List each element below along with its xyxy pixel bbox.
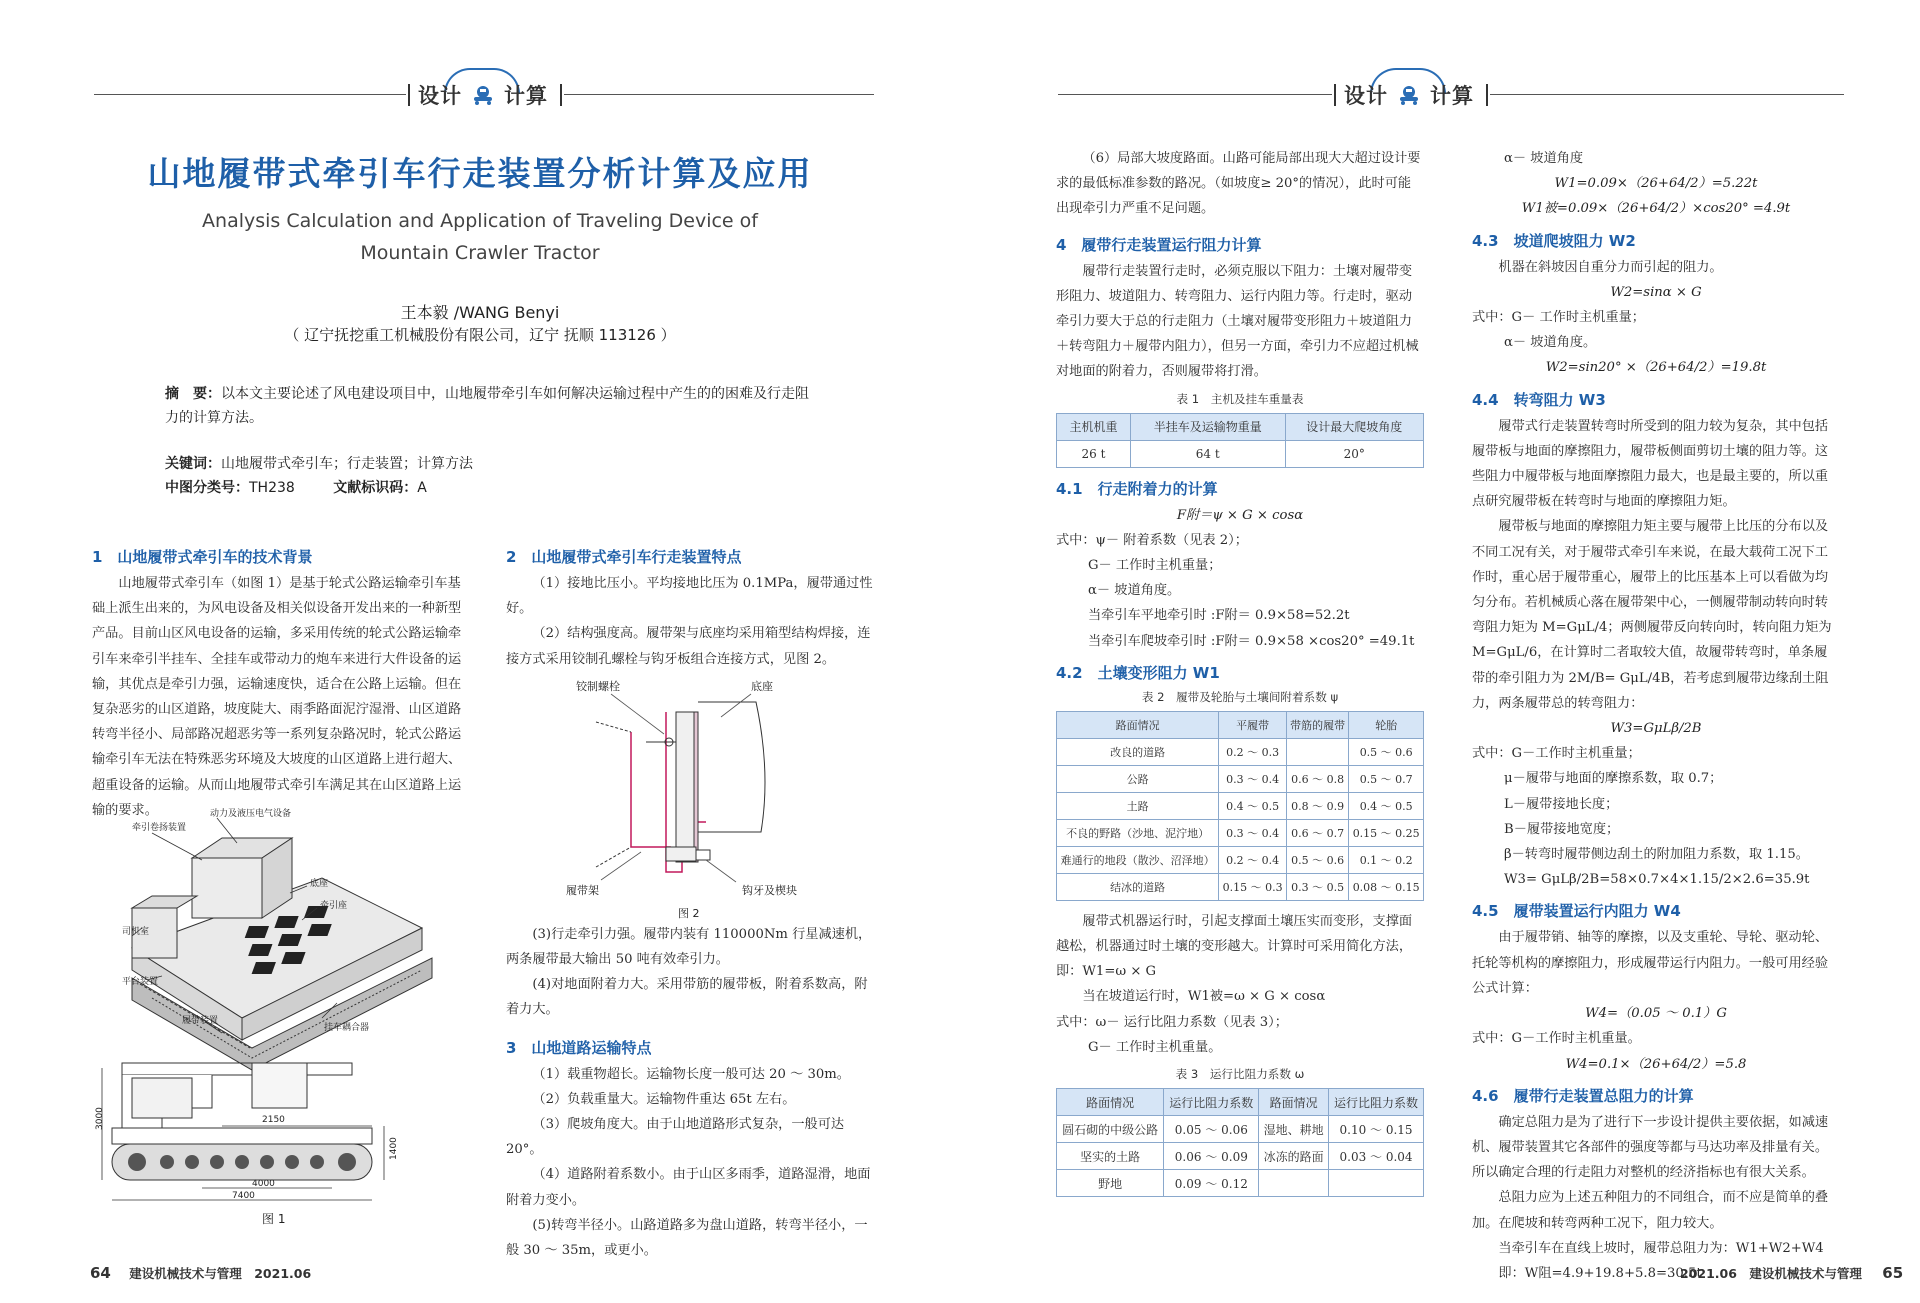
- page-number: 64: [90, 1264, 111, 1282]
- section-4-6-heading: 4.6 履带行走装置总阻力的计算: [1472, 1086, 1694, 1105]
- col3-line: 当牵引车爬坡牵引时 :F附＝ 0.9×58 ×cos20° =49.1t: [1088, 633, 1415, 649]
- header-tag-design: 设计: [418, 84, 462, 108]
- abstract-text: 以本文主要论述了风电建设项目中，山地履带牵引车如何解决运输过程中产生的的困难及行走阻力的计算方法。: [165, 386, 809, 426]
- col4-line: 即：W阻=4.9+19.8+5.8=30.5t: [1498, 1265, 1702, 1281]
- formula-w3: W3=GμLβ/2B: [1610, 721, 1702, 737]
- table-cell: 0.15 ～ 0.25: [1349, 819, 1424, 846]
- col4-para: 履带式行走装置转弯时所受到的阻力较为复杂，其中包括履带板与地面的摩擦阻力，履带板侧面剪切土壤的阻力等。这些阻力中履带板与地面摩擦阻力最大，也是最主要的，所以重点研究履带板在转弯时与地面的摩擦阻力矩。: [1472, 418, 1829, 510]
- header-bar: [560, 84, 562, 106]
- page-header-right: [960, 80, 1920, 110]
- fig2-caption: 图 2: [678, 906, 700, 920]
- header-tag-calc: 计算: [1430, 84, 1474, 108]
- table-header-cell: 运行比阻力系数: [1164, 1089, 1259, 1116]
- table-cell: 结冰的道路: [1057, 873, 1219, 900]
- table-cell: 土路: [1057, 792, 1219, 819]
- fig1-label: 平台装置: [122, 977, 159, 987]
- table-cell: 野地: [1057, 1170, 1164, 1197]
- column-2: [506, 538, 876, 1263]
- table-header-cell: 平履带: [1219, 711, 1287, 738]
- formula-w4-calc: W4=0.1×（26+64/2）=5.8: [1565, 1056, 1747, 1072]
- col4-para: 履带板与地面的摩擦阻力矩主要与履带上比压的分布以及不同工况有关，对于履带式牵引车来说，在最大载荷工况下工作时，重心居于履带重心，履带上的比压基本上可以看做为均匀分布。若机械质心落在履带架中心，一侧履带制动转向时转弯阻力矩为 M=GμL/4；两侧履带反向转向时，转向阻力矩为 M=GμL/6，在计算时二者取较大值，故履带转弯时，单条履带的牵引阻力为 2M/B= GμL/4B，若考虑到履带边缘刮土阻力，两条履带总的转弯阻力：: [1472, 519, 1832, 711]
- table-row: [1057, 1170, 1424, 1197]
- column-3: [1056, 146, 1424, 1197]
- table-cell: 0.1 ～ 0.2: [1349, 846, 1424, 873]
- table-header-row: [1057, 711, 1424, 738]
- table-cell: 0.6 ～ 0.7: [1286, 819, 1349, 846]
- section-3-p3: （3）爬坡角度大。由于山地道路形式复杂，一般可达 20°。: [506, 1117, 845, 1158]
- fig1-label: 底座: [310, 879, 329, 889]
- table-cell: 0.3 ～ 0.4: [1219, 819, 1287, 846]
- article-title: 山地履带式牵引车行走装置分析计算及应用: [147, 154, 813, 193]
- class-label: 中图分类号：: [165, 480, 249, 496]
- col4-para: 确定总阻力是为了进行下一步设计提供主要依据，如减速机、履带装置其它各部件的强度等都与马达功率及排量有关。所以确定合理的行走阻力对整机的经济指标也有很大关系。: [1472, 1114, 1829, 1181]
- col4-line: 式中：G－工作时主机重量。: [1472, 1031, 1641, 1047]
- table-1: [1056, 413, 1424, 468]
- header-bar: [1486, 84, 1488, 106]
- col4-line: β－转弯时履带侧边刮土的附加阻力系数，取 1.15。: [1504, 847, 1809, 863]
- section-3-p5: (5)转弯半径小。山路道路多为盘山道路，转弯半径小，一般 30 ～ 35m，或更小。: [506, 1217, 868, 1259]
- fig1-label: 牵引座: [320, 901, 348, 911]
- article-title-en-1: Analysis Calculation and Application of Traveling Device of: [202, 210, 758, 232]
- table-cell: 0.08 ～ 0.15: [1349, 873, 1424, 900]
- header-rule: [94, 94, 406, 95]
- table-cell: 0.5 ～ 0.7: [1349, 765, 1424, 792]
- col3-line: 当牵引车平地牵引时 :F附＝ 0.9×58=52.2t: [1088, 608, 1350, 624]
- table-cell: 湿地、耕地: [1259, 1116, 1329, 1143]
- table-cell: 0.6 ～ 0.8: [1286, 765, 1349, 792]
- formula-adhesion: F附＝ψ × G × cosα: [1176, 507, 1304, 523]
- header-tag-calc: 计算: [504, 84, 548, 108]
- col4-line: 当牵引车在直线上坡时，履带总阻力为：W1+W2+W4: [1498, 1240, 1824, 1256]
- section-4-5-heading: 4.5 履带装置运行内阻力 W4: [1472, 902, 1681, 921]
- table-header-cell: 路面情况: [1057, 711, 1219, 738]
- table-cell: [1329, 1170, 1424, 1197]
- table-cell: 0.06 ～ 0.09: [1164, 1143, 1259, 1170]
- table-row: [1057, 792, 1424, 819]
- dim-label: 7400: [232, 1191, 255, 1201]
- formula-w1-slope: W1被=0.09×（26+64/2）×cos20° =4.9t: [1521, 201, 1791, 217]
- section-2-p4: (4)对地面附着力大。采用带筋的履带板，附着系数高，附着力大。: [506, 977, 868, 1018]
- affiliation: （ 辽宁抚挖重工机械股份有限公司，辽宁 抚顺 113126 ）: [284, 326, 676, 344]
- section-3-heading: 3 山地道路运输特点: [506, 1038, 652, 1057]
- table-row: [1057, 1116, 1424, 1143]
- table-header-row: [1057, 1089, 1424, 1116]
- table-cell: 0.3 ～ 0.4: [1219, 765, 1287, 792]
- table-cell: 0.10 ～ 0.15: [1329, 1116, 1424, 1143]
- col4-para: 总阻力应为上述五种阻力的不同组合，而不应是简单的叠加。在爬坡和转弯两种工况下，阻力较大。: [1472, 1190, 1829, 1231]
- section-3-p4: （4）道路附着系数小。由于山区多雨季，道路湿滑，地面附着力变小。: [506, 1167, 871, 1208]
- dim-label: 2150: [262, 1115, 285, 1125]
- section-1-text: 山地履带式牵引车（如图 1）是基于轮式公路运输牵引车基础上派生出来的，为风电设备及相关似设备开发出来的一种新型产品。目前山区风电设备的运输，多采用传统的轮式公路运输牵引车来牵引半挂车、全挂车或带动力的炮车来进行大件设备的运输，其优点是牵引力强，运输速度快，适合在公路上运输。但在复杂恶劣的山区道路，坡度陡大、雨季路面泥泞湿滑、山区道路转弯半径小、局部路况超恶劣等一系列复杂路况时，轮式公路运输牵引车无法在特殊恶劣环境及大坡度的山区道路上进行超大、超重设备的运输。从而山地履带式牵引车满足其在山区道路上运输的要求。: [92, 576, 462, 818]
- header-tag: [1344, 80, 1474, 110]
- fig1-label: 动力及液压电气设备: [210, 809, 292, 819]
- table-header-cell: 主机机重: [1057, 413, 1131, 440]
- col4-line: 式中：G－工作时主机重量；: [1472, 746, 1641, 762]
- table-cell: 0.4 ～ 0.5: [1219, 792, 1287, 819]
- table-cell: 0.4 ～ 0.5: [1349, 792, 1424, 819]
- table-cell: 公路: [1057, 765, 1219, 792]
- author: 王本毅 /WANG Benyi: [400, 303, 560, 322]
- table-2-caption: 表 2 履带及轮胎与土壤间附着系数 ψ: [1141, 689, 1339, 704]
- formula-w2-calc: W2=sin20° ×（26+64/2）=19.8t: [1545, 360, 1767, 376]
- col4-line: α－ 坡道角度。: [1504, 335, 1597, 351]
- section-4-2-heading: 4.2 土壤变形阻力 W1: [1056, 663, 1220, 682]
- fig1-label: 司机室: [122, 927, 150, 937]
- figure-2: [506, 672, 876, 922]
- column-1: [92, 538, 464, 823]
- section-2-p2: （2）结构强度高。履带架与底座均采用箱型结构焊接，连接方式采用铰制孔螺栓与钩牙板组合连接方式，见图 2。: [506, 626, 871, 667]
- header-rule: [1490, 94, 1844, 95]
- formula-w4: W4=（0.05 ～ 0.1）G: [1585, 1006, 1727, 1022]
- table-row: [1057, 846, 1424, 873]
- col4-line: W3= GμLβ/2B=58×0.7×4×1.15/2×2.6=35.9t: [1504, 872, 1810, 888]
- header-tag: [418, 80, 548, 110]
- footer-right: [1680, 1264, 1903, 1282]
- table-row: [1057, 738, 1424, 765]
- table-cell: 20°: [1285, 440, 1423, 467]
- fig2-label: 铰制螺栓: [576, 679, 620, 693]
- table-row: [1057, 1143, 1424, 1170]
- abstract-block: [165, 382, 815, 430]
- table-cell: 冰冻的路面: [1259, 1143, 1329, 1170]
- page-header-left: [0, 80, 960, 110]
- table-cell: 0.05 ～ 0.06: [1164, 1116, 1259, 1143]
- table-cell: 坚实的土路: [1057, 1143, 1164, 1170]
- journal-info: 建设机械技术与管理 2021.06: [129, 1266, 312, 1281]
- table-header-cell: 运行比阻力系数: [1329, 1089, 1424, 1116]
- table-cell: 0.03 ～ 0.04: [1329, 1143, 1424, 1170]
- table-cell: [1286, 738, 1349, 765]
- figure-1-caption: 图 1: [262, 1212, 286, 1226]
- header-bar: [408, 84, 410, 106]
- section-2-p1: （1）接地比压小。平均接地比压为 0.1MPa，履带通过性好。: [506, 576, 873, 617]
- col3-line: 当在坡道运行时，W1被=ω × G × cosα: [1082, 989, 1326, 1005]
- col3-line: G－ 工作时主机重量；: [1088, 558, 1222, 574]
- table-cell: 0.5 ～ 0.6: [1349, 738, 1424, 765]
- col4-line: α－ 坡道角度: [1504, 151, 1584, 166]
- table-cell: 0.15 ～ 0.3: [1219, 873, 1287, 900]
- col3-p6: （6）局部大坡度路面。山路可能局部出现大大超过设计要求的最低标准参数的路况。（如坡度≥ 20°的情况），此时可能出现牵引力严重不足问题。: [1056, 151, 1421, 217]
- section-3-p2: （2）负载重量大。运输物件重达 65t 左右。: [532, 1091, 796, 1107]
- fig1-label: 履带装置: [182, 1016, 219, 1026]
- section-4-heading: 4 履带行走装置运行阻力计算: [1056, 235, 1262, 254]
- table-2: [1056, 711, 1424, 901]
- table-cell: 0.2 ～ 0.3: [1219, 738, 1287, 765]
- doc-value: A: [417, 480, 427, 496]
- table-cell: 26 t: [1057, 440, 1131, 467]
- table-3-caption: 表 3 运行比阻力系数 ω: [1175, 1067, 1305, 1082]
- page-number: 65: [1882, 1264, 1904, 1282]
- table-header-cell: 带筋的履带: [1286, 711, 1349, 738]
- section-2-p3: (3)行走牵引力强。履带内装有 110000Nm 行星减速机，两条履带最大输出 50 吨有效牵引力。: [506, 926, 872, 968]
- section-4-text: 履带行走装置行走时，必须克服以下阻力：土壤对履带变形阻力、坡道阻力、转弯阻力、运行内阻力等。行走时，驱动牵引力要大于总的行走阻力（土壤对履带变形阻力＋坡道阻力＋转弯阻力＋履带内阻力），但另一方面，牵引力不应超过机械对地面的附着力，否则履带将打滑。: [1056, 263, 1419, 380]
- section-4-2-text: 履带式机器运行时，引起支撑面土壤压实而变形，支撑面越松，机器通过时土壤的变形越大。计算时可采用简化方法，即：W1=ω × G: [1056, 913, 1413, 980]
- crane-logo-icon: [1395, 84, 1423, 106]
- right-page: [960, 0, 1920, 1303]
- col3-line: 式中：ω－ 运行比阻力系数（见表 3）；: [1056, 1014, 1288, 1030]
- col4-line: L－履带接地长度；: [1504, 796, 1619, 812]
- table-row: [1057, 440, 1424, 467]
- col4-line: 式中：G－ 工作时主机重量；: [1472, 310, 1645, 326]
- table-row: [1057, 819, 1424, 846]
- table-header-cell: 路面情况: [1057, 1089, 1164, 1116]
- col3-line: 式中：ψ－ 附着系数（见表 2）；: [1056, 532, 1248, 548]
- table-cell: 0.3 ～ 0.5: [1286, 873, 1349, 900]
- keywords-line: [165, 452, 815, 476]
- table-cell: 0.09 ～ 0.12: [1164, 1170, 1259, 1197]
- crane-logo-icon: [469, 84, 497, 106]
- section-4-1-heading: 4.1 行走附着力的计算: [1056, 479, 1218, 498]
- section-2-heading: 2 山地履带式牵引车行走装置特点: [506, 548, 742, 566]
- dim-label: 3000: [95, 1107, 105, 1130]
- section-1-heading: 1 山地履带式牵引车的技术背景: [92, 548, 313, 566]
- table-header-cell: 路面情况: [1259, 1089, 1329, 1116]
- fig2-label: 钩牙及楔块: [742, 883, 797, 897]
- table-cell: 0.8 ～ 0.9: [1286, 792, 1349, 819]
- table-cell: 不良的野路（沙地、泥泞地）: [1057, 819, 1219, 846]
- bolt-connection-diagram: [506, 672, 876, 922]
- table-header-cell: 半挂车及运输物重量: [1130, 413, 1285, 440]
- table-cell: 圆石砌的中级公路: [1057, 1116, 1164, 1143]
- keywords-label: 关键词：: [165, 456, 221, 472]
- table-row: [1057, 873, 1424, 900]
- table-header-row: [1057, 413, 1424, 440]
- dim-label: 4000: [252, 1179, 275, 1189]
- header-rule: [564, 94, 874, 95]
- dim-label: 1400: [389, 1137, 399, 1160]
- journal-info: 2021.06 建设机械技术与管理: [1680, 1266, 1862, 1281]
- tractor-diagram: [92, 808, 464, 1228]
- table-cell: 64 t: [1130, 440, 1285, 467]
- doc-label: 文献标识码：: [333, 480, 418, 496]
- header-tag-design: 设计: [1344, 84, 1388, 108]
- header-bar: [1334, 84, 1336, 106]
- col4-para: 由于履带销、轴等的摩擦，以及支重轮、导轮、驱动轮、托轮等机构的摩擦阻力，形成履带运行内阻力。一般可用经验公式计算：: [1472, 930, 1829, 996]
- abstract-label: 摘 要：: [165, 386, 221, 402]
- formula-w1: W1=0.09×（26+64/2）=5.22t: [1554, 176, 1758, 192]
- col4-line: 机器在斜坡因自重分力而引起的阻力。: [1498, 259, 1723, 275]
- col3-line: α－ 坡道角度。: [1088, 583, 1181, 599]
- fig2-label: 底座: [751, 679, 773, 693]
- fig2-label: 履带架: [566, 883, 599, 897]
- col4-line: B－履带接地宽度；: [1504, 821, 1620, 837]
- footer-left: [90, 1264, 311, 1282]
- table-cell: 改良的道路: [1057, 738, 1219, 765]
- classification-line: [165, 476, 815, 500]
- table-3: [1056, 1088, 1424, 1197]
- section-3-p1: （1）载重物超长。运输物长度一般可达 20 ～ 30m。: [532, 1066, 850, 1082]
- table-cell: 0.5 ～ 0.6: [1286, 846, 1349, 873]
- section-4-3-heading: 4.3 坡道爬坡阻力 W2: [1472, 231, 1636, 250]
- fig1-label: 挂车耦合器: [324, 1023, 370, 1033]
- table-1-caption: 表 1 主机及挂车重量表: [1176, 391, 1304, 406]
- header-rule: [1058, 94, 1332, 95]
- table-cell: 0.2 ～ 0.4: [1219, 846, 1287, 873]
- col4-line: μ－履带与地面的摩擦系数，取 0.7；: [1504, 771, 1723, 787]
- table-header-cell: 设计最大爬坡角度: [1285, 413, 1423, 440]
- table-cell: [1259, 1170, 1329, 1197]
- column-4: [1472, 146, 1840, 1286]
- class-value: TH238: [249, 480, 295, 496]
- col3-line: G－ 工作时主机重量。: [1088, 1039, 1222, 1055]
- section-4-4-heading: 4.4 转弯阻力 W3: [1472, 390, 1606, 409]
- table-header-cell: 轮胎: [1349, 711, 1424, 738]
- keywords-text: 山地履带式牵引车；行走装置；计算方法: [221, 456, 473, 472]
- fig1-label: 牵引卷扬装置: [132, 823, 187, 833]
- table-row: [1057, 765, 1424, 792]
- figure-1: [92, 808, 464, 1228]
- formula-w2: W2=sinα × G: [1610, 284, 1702, 300]
- table-cell: 难通行的地段（散沙、沼泽地）: [1057, 846, 1219, 873]
- article-title-en-2: Mountain Crawler Tractor: [360, 242, 600, 264]
